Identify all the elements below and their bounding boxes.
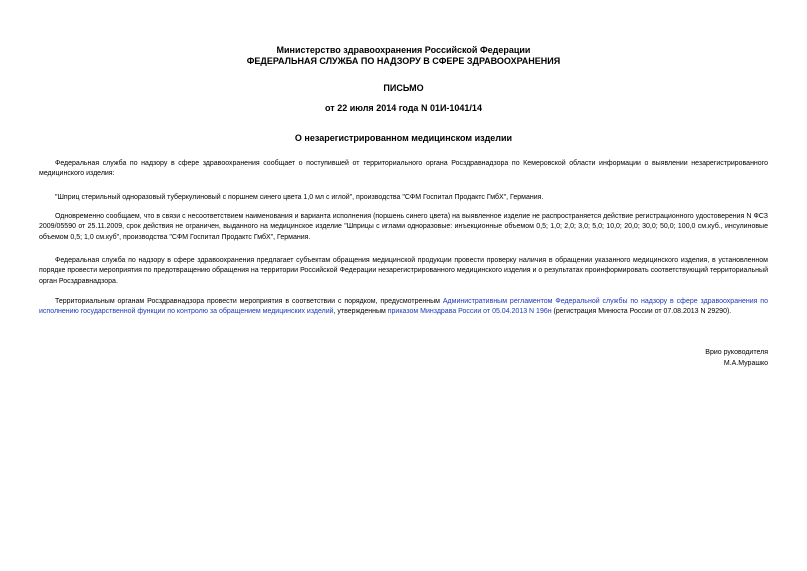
order-link[interactable]: приказом Минздрава России от 05.04.2013 N 196н [387,308,552,316]
ministry-name: Министерство здравоохранения Российской Федерации [276,45,531,55]
signatory-name: М.А.Мурашко [723,359,768,367]
signature-block [705,348,768,369]
paragraph-5-text-start: Территориальным органам Росздравнадзора провести мероприятия в соответствии с порядком, предусмотренным [55,298,443,305]
paragraph-3: Одновременно сообщаем, что в связи с несоответствием наименования и варианта исполнения (поршень синего цвета) на выявленное изделие не распространяется действие регистрационного удостоверения N ФСЗ 2009/05590 от 25.11.2009, срок действия не ограничен, выданного на медицинское изделие "Шприцы с иглами одноразовые: инъекционные объемом 0,5; 1,0; 2,0; 3,0; 5,0; 10,0; 20,0; 30,0; 50,0; 100,0 см.куб., инсулиновые объемом 0,5; 1,0 см.куб", производства "СФМ Госпитал Продактс ГмбХ", Германия. [39,213,768,241]
regulation-link[interactable]: Административным регламентом Федеральной службы по надзору в сфере здравоохранения по исполнению государственной функции по контролю за обращением медицинских изделий [39,298,768,316]
agency-name: ФЕДЕРАЛЬНАЯ СЛУЖБА ПО НАДЗОРУ В СФЕРЕ ЗДРАВООХРАНЕНИЯ [246,56,561,66]
paragraph-5 [39,297,768,318]
paragraph-4: Федеральная служба по надзору в сфере здравоохранения предлагает субъектам обращения медицинской продукции провести проверку наличия в обращении указанного медицинского изделия, в установленном порядке провести мероприятия по предотвращению обращения на территории Российской Федерации незарегистрированного медицинского изделия и о результатах проинформировать соответствующий территориальный орган Росздравнадзора. [39,257,768,285]
document-subject: О незарегистрированном медицинском изделии [294,133,513,143]
signatory-position: Врио руководителя [705,349,768,356]
paragraph-1: Федеральная служба по надзору в сфере здравоохранения сообщает о поступившей от территориального органа Росздравнадзора по Кемеровской области информации о выявлении незарегистрированного медицинского изделия: [39,160,768,178]
paragraph-5-text-mid: , утвержденным [333,308,388,316]
paragraph-5-text-end: (регистрация Минюста России от 07.08.2013 N 29290). [551,308,732,316]
document-type: ПИСЬМО [383,83,424,93]
document-date-number: от 22 июля 2014 года N 01И-1041/14 [325,103,482,113]
paragraph-2: "Шприц стерильный одноразовый туберкулиновый с поршнем синего цвета 1,0 мл с иглой", производства "СФМ Госпитал Продактс ГмбХ", Германия. [55,194,544,201]
document-header [0,45,807,67]
